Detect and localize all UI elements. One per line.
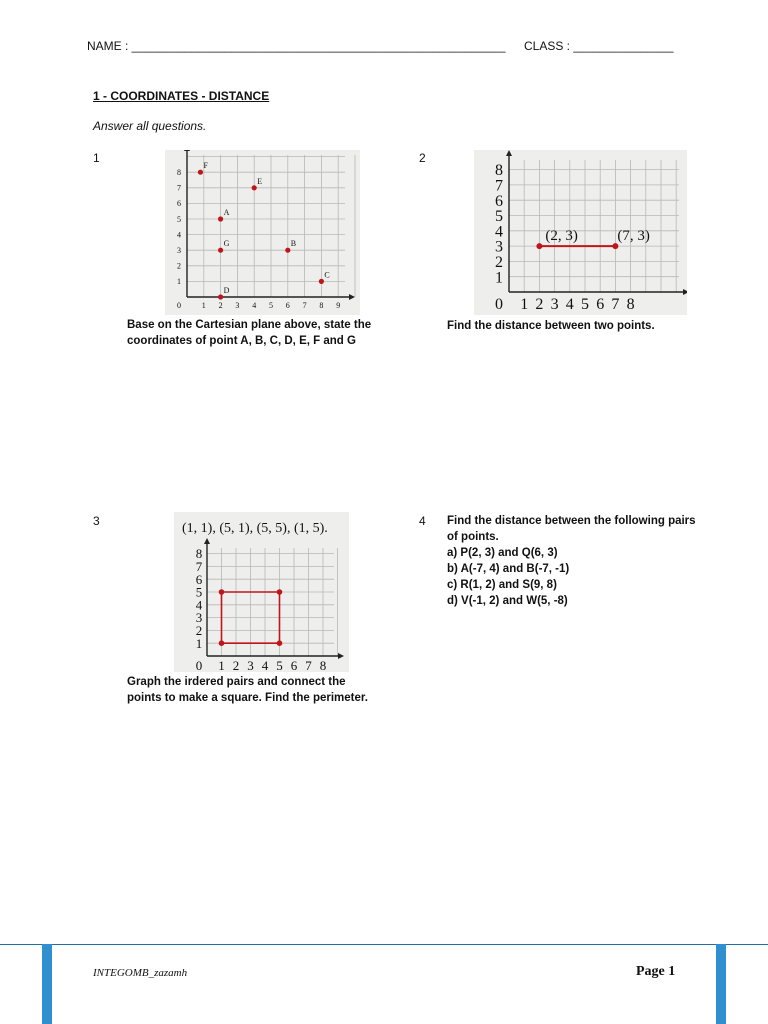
- q1-point-a: [218, 216, 223, 221]
- q1-y-tick-label: 3: [177, 246, 181, 255]
- q3-y-tick-label: 4: [195, 597, 203, 613]
- q2-figure: [474, 150, 687, 315]
- q3-x-tick-label: 8: [319, 658, 327, 672]
- q3-caption-line-2: points to make a square. Find the perimeter.: [127, 692, 368, 704]
- name-field: [87, 39, 505, 53]
- q1-cartesian-plane: [165, 150, 360, 315]
- q1-point-label-e: E: [257, 176, 263, 186]
- q1-y-tick-label: 4: [177, 230, 181, 240]
- q4-text: [447, 513, 696, 609]
- q2-y-tick-label: 4: [495, 223, 503, 241]
- q2-origin-label: 0: [495, 296, 503, 313]
- q3-y-tick-label: 7: [195, 558, 203, 574]
- q2-x-tick-label: 6: [596, 296, 605, 313]
- q1-x-tick-label: 7: [302, 301, 307, 310]
- q1-point-label-f: F: [203, 161, 208, 171]
- name-blank: ________________________________________________________: [131, 39, 506, 53]
- q3-vertex-4: [219, 589, 225, 595]
- q1-x-tick-label: 5: [269, 301, 273, 310]
- q3-y-tick-label: 1: [195, 635, 203, 651]
- q2-label-a: (2, 3): [545, 228, 578, 245]
- q1-point-label-g: G: [223, 239, 230, 249]
- question-3-number: 3: [93, 514, 100, 528]
- q2-x-tick-label: 5: [581, 296, 589, 313]
- q4-item-a: a) P(2, 3) and Q(6, 3): [447, 547, 558, 559]
- q2-y-tick-label: 6: [495, 192, 503, 210]
- footer-left-bar: [42, 944, 52, 1024]
- q1-point-g: [218, 248, 223, 253]
- q1-point-f: [198, 170, 203, 175]
- q1-point-label-b: B: [290, 239, 297, 249]
- q4-prompt-line-2: of points.: [447, 531, 499, 543]
- q2-cartesian-plane: [474, 150, 687, 315]
- q4-item-c: c) R(1, 2) and S(9, 8): [447, 579, 557, 591]
- q2-y-tick-label: 3: [495, 238, 503, 256]
- q4-items: [447, 545, 696, 609]
- q3-caption-line-1: Graph the irdered pairs and connect the: [127, 676, 346, 688]
- q1-y-tick-label: 5: [177, 214, 181, 224]
- q2-x-tick-label: 1: [520, 296, 529, 313]
- section-title: 1 - COORDINATES - DISTANCE: [93, 89, 270, 103]
- q1-y-tick-label: 6: [177, 199, 181, 209]
- q2-x-tick-label: 8: [626, 296, 635, 313]
- name-label: NAME :: [87, 39, 132, 53]
- footer-rule: [0, 944, 768, 945]
- q2-y-arrow: [506, 150, 512, 156]
- q3-x-tick-label: 5: [276, 658, 283, 672]
- q1-x-tick-label: 1: [201, 301, 206, 310]
- q2-x-tick-label: 4: [565, 296, 574, 313]
- q2-x-arrow: [683, 289, 687, 295]
- q1-point-label-d: D: [223, 286, 230, 295]
- q2-x-tick-label: 3: [550, 296, 559, 313]
- q2-y-tick-label: 2: [495, 254, 503, 271]
- q3-y-tick-label: 5: [195, 584, 203, 600]
- q3-y-tick-label: 2: [195, 622, 203, 638]
- q3-vertex-2: [277, 640, 283, 646]
- footer-right-bar: [716, 944, 726, 1024]
- q1-x-tick-label: 8: [319, 301, 324, 310]
- page-number: Page 1: [636, 964, 676, 979]
- question-4-number: 4: [419, 514, 426, 528]
- class-blank: _______________: [573, 39, 674, 53]
- q1-y-arrow: [184, 150, 190, 151]
- question-1-number: 1: [93, 151, 100, 165]
- q3-x-tick-label: 7: [305, 658, 312, 672]
- q1-y-tick-label: 7: [177, 183, 181, 193]
- q1-point-d: [218, 294, 223, 299]
- class-label: CLASS :: [524, 39, 574, 53]
- q1-x-tick-label: 9: [336, 301, 341, 310]
- q2-y-tick-label: 7: [495, 177, 503, 195]
- q3-y-arrow: [204, 538, 210, 544]
- q1-point-b: [285, 248, 290, 253]
- q1-caption-line-1: Base on the Cartesian plane above, state the: [127, 319, 372, 331]
- q3-vertex-3: [277, 589, 283, 595]
- q3-vertex-1: [219, 640, 225, 646]
- q4-item-d: d) V(-1, 2) and W(5, -8): [447, 595, 568, 607]
- q3-y-tick-label: 3: [195, 610, 203, 626]
- q1-point-c: [319, 279, 324, 284]
- q2-label-b: (7, 3): [617, 228, 650, 245]
- q3-x-tick-label: 1: [218, 658, 225, 672]
- q1-figure: [165, 150, 360, 315]
- class-field: [524, 39, 673, 53]
- q3-x-arrow: [338, 653, 344, 659]
- q1-x-arrow: [349, 294, 355, 300]
- q1-point-e: [252, 185, 257, 190]
- q3-x-tick-label: 3: [247, 658, 254, 672]
- q3-x-tick-label: 4: [261, 658, 269, 672]
- q3-x-tick-label: 2: [232, 658, 240, 672]
- q1-x-tick-label: 4: [252, 301, 257, 310]
- q1-point-label-a: A: [223, 208, 230, 217]
- q3-x-tick-label: 6: [290, 658, 298, 672]
- q3-y-tick-label: 8: [195, 546, 203, 562]
- q1-x-tick-label: 2: [218, 301, 223, 310]
- footer-author: INTEGOMB_zazamh: [93, 967, 188, 979]
- q1-caption: [127, 317, 371, 349]
- q1-x-tick-label: 6: [285, 301, 290, 310]
- q1-y-tick-label: 2: [177, 261, 181, 271]
- q3-figure: [174, 512, 349, 672]
- q2-x-tick-label: 7: [611, 296, 620, 313]
- q3-ordered-pairs: (1, 1), (5, 1), (5, 5), (1, 5).: [182, 521, 328, 536]
- q1-y-tick-label: 8: [177, 168, 181, 177]
- q2-x-tick-label: 2: [535, 296, 544, 313]
- q2-y-tick-label: 1: [495, 269, 503, 287]
- q1-y-tick-label: 1: [177, 277, 181, 287]
- q2-point-a: [536, 243, 542, 249]
- q1-x-tick-label: 3: [235, 301, 240, 310]
- q4-item-b: b) A(-7, 4) and B(-7, -1): [447, 563, 570, 575]
- q3-caption: [127, 674, 368, 706]
- q2-y-tick-label: 8: [495, 162, 503, 180]
- q3-origin-label: 0: [195, 658, 203, 672]
- q1-origin-label: 0: [177, 301, 181, 310]
- q1-point-label-c: C: [324, 270, 330, 280]
- question-2-number: 2: [419, 151, 426, 165]
- q2-caption: Find the distance between two points.: [447, 320, 655, 332]
- q2-y-tick-label: 5: [495, 208, 503, 226]
- instruction: Answer all questions.: [93, 119, 207, 133]
- q3-cartesian-plane: [174, 512, 349, 672]
- q4-prompt-line-1: Find the distance between the following pairs: [447, 515, 696, 527]
- q3-y-tick-label: 6: [195, 571, 203, 587]
- q1-caption-line-2: coordinates of point A, B, C, D, E, F and G: [127, 335, 356, 347]
